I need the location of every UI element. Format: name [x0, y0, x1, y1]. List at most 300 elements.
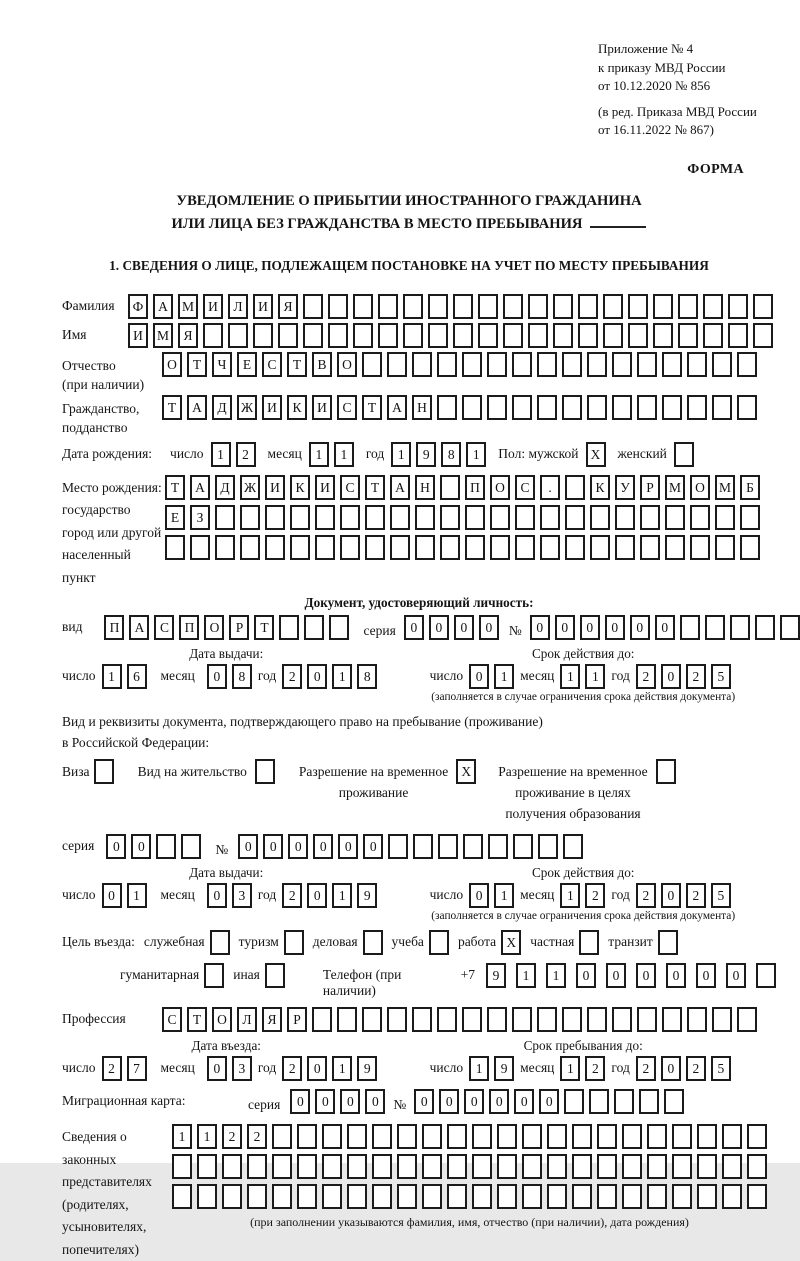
char-cell[interactable]: П — [179, 615, 199, 640]
char-cell[interactable]: 9 — [357, 1056, 377, 1081]
char-cell[interactable]: 8 — [232, 664, 252, 689]
char-cell[interactable] — [553, 294, 573, 319]
char-cell[interactable] — [653, 323, 673, 348]
char-cell[interactable] — [587, 1007, 607, 1032]
char-cell[interactable] — [565, 475, 585, 500]
char-cell[interactable]: Л — [237, 1007, 257, 1032]
char-cell[interactable] — [647, 1184, 667, 1209]
char-cell[interactable] — [687, 395, 707, 420]
char-cell[interactable] — [740, 535, 760, 560]
char-cell[interactable] — [515, 535, 535, 560]
char-cell[interactable] — [472, 1184, 492, 1209]
char-cell[interactable] — [614, 1089, 634, 1114]
char-cell[interactable] — [672, 1124, 692, 1149]
char-cell[interactable] — [587, 352, 607, 377]
char-cell[interactable] — [228, 323, 248, 348]
char-cell[interactable]: 0 — [315, 1089, 335, 1114]
char-cell[interactable] — [672, 1154, 692, 1179]
char-cell[interactable] — [372, 1184, 392, 1209]
char-cell[interactable]: 0 — [340, 1089, 360, 1114]
char-cell[interactable]: 5 — [711, 664, 731, 689]
char-cell[interactable]: А — [153, 294, 173, 319]
char-cell[interactable] — [639, 1089, 659, 1114]
char-cell[interactable] — [755, 615, 775, 640]
char-cell[interactable] — [697, 1184, 717, 1209]
char-cell[interactable]: Т — [287, 352, 307, 377]
char-cell[interactable] — [397, 1184, 417, 1209]
char-cell[interactable] — [447, 1184, 467, 1209]
char-cell[interactable]: 0 — [514, 1089, 534, 1114]
char-cell[interactable]: 1 — [197, 1124, 217, 1149]
char-cell[interactable] — [747, 1154, 767, 1179]
char-cell[interactable]: 1 — [469, 1056, 489, 1081]
char-cell[interactable] — [304, 615, 324, 640]
male-checkbox[interactable]: X — [586, 442, 606, 467]
char-cell[interactable]: 0 — [630, 615, 650, 640]
char-cell[interactable] — [322, 1154, 342, 1179]
char-cell[interactable] — [487, 395, 507, 420]
char-cell[interactable]: Т — [187, 352, 207, 377]
char-cell[interactable] — [365, 535, 385, 560]
char-cell[interactable]: С — [340, 475, 360, 500]
char-cell[interactable]: Б — [740, 475, 760, 500]
char-cell[interactable]: 2 — [236, 442, 256, 467]
char-cell[interactable]: 6 — [127, 664, 147, 689]
char-cell[interactable]: 0 — [661, 883, 681, 908]
char-cell[interactable] — [628, 323, 648, 348]
char-cell[interactable] — [265, 505, 285, 530]
char-cell[interactable] — [487, 1007, 507, 1032]
char-cell[interactable] — [297, 1154, 317, 1179]
char-cell[interactable] — [240, 535, 260, 560]
char-cell[interactable]: М — [153, 323, 173, 348]
char-cell[interactable] — [290, 505, 310, 530]
char-cell[interactable]: 2 — [102, 1056, 122, 1081]
char-cell[interactable]: 0 — [454, 615, 474, 640]
char-cell[interactable]: З — [190, 505, 210, 530]
char-cell[interactable]: 1 — [332, 1056, 352, 1081]
char-cell[interactable]: 1 — [494, 664, 514, 689]
char-cell[interactable] — [222, 1154, 242, 1179]
char-cell[interactable]: 1 — [332, 664, 352, 689]
char-cell[interactable]: С — [154, 615, 174, 640]
char-cell[interactable]: 0 — [207, 1056, 227, 1081]
char-cell[interactable] — [272, 1184, 292, 1209]
char-cell[interactable] — [756, 963, 776, 988]
char-cell[interactable]: Т — [362, 395, 382, 420]
char-cell[interactable] — [487, 352, 507, 377]
char-cell[interactable]: 0 — [555, 615, 575, 640]
char-cell[interactable]: 0 — [263, 834, 283, 859]
char-cell[interactable] — [347, 1184, 367, 1209]
char-cell[interactable]: 0 — [207, 664, 227, 689]
purpose-work-checkbox[interactable]: X — [501, 930, 521, 955]
char-cell[interactable]: А — [387, 395, 407, 420]
char-cell[interactable] — [428, 294, 448, 319]
char-cell[interactable] — [412, 352, 432, 377]
char-cell[interactable]: 7 — [127, 1056, 147, 1081]
char-cell[interactable]: 0 — [363, 834, 383, 859]
char-cell[interactable] — [565, 505, 585, 530]
char-cell[interactable] — [637, 352, 657, 377]
char-cell[interactable] — [462, 352, 482, 377]
char-cell[interactable] — [422, 1154, 442, 1179]
char-cell[interactable] — [362, 1007, 382, 1032]
char-cell[interactable] — [181, 834, 201, 859]
char-cell[interactable] — [597, 1124, 617, 1149]
char-cell[interactable]: О — [162, 352, 182, 377]
char-cell[interactable]: 1 — [516, 963, 536, 988]
char-cell[interactable] — [447, 1154, 467, 1179]
char-cell[interactable] — [462, 1007, 482, 1032]
char-cell[interactable] — [472, 1124, 492, 1149]
char-cell[interactable] — [612, 1007, 632, 1032]
char-cell[interactable] — [403, 323, 423, 348]
char-cell[interactable] — [403, 294, 423, 319]
purpose-business-checkbox[interactable] — [363, 930, 383, 955]
char-cell[interactable]: 9 — [494, 1056, 514, 1081]
char-cell[interactable] — [647, 1154, 667, 1179]
char-cell[interactable]: 1 — [332, 883, 352, 908]
char-cell[interactable] — [563, 834, 583, 859]
char-cell[interactable] — [315, 505, 335, 530]
char-cell[interactable]: 0 — [606, 963, 626, 988]
char-cell[interactable]: 0 — [479, 615, 499, 640]
char-cell[interactable] — [722, 1124, 742, 1149]
char-cell[interactable]: Т — [162, 395, 182, 420]
char-cell[interactable]: 1 — [560, 664, 580, 689]
char-cell[interactable] — [690, 505, 710, 530]
char-cell[interactable]: 2 — [636, 883, 656, 908]
char-cell[interactable]: 0 — [131, 834, 151, 859]
char-cell[interactable]: 1 — [334, 442, 354, 467]
char-cell[interactable] — [390, 505, 410, 530]
char-cell[interactable]: 0 — [307, 883, 327, 908]
char-cell[interactable] — [730, 615, 750, 640]
char-cell[interactable]: 9 — [357, 883, 377, 908]
char-cell[interactable]: 2 — [247, 1124, 267, 1149]
char-cell[interactable]: О — [690, 475, 710, 500]
char-cell[interactable]: 0 — [464, 1089, 484, 1114]
char-cell[interactable] — [315, 535, 335, 560]
char-cell[interactable] — [564, 1089, 584, 1114]
char-cell[interactable] — [290, 535, 310, 560]
char-cell[interactable] — [637, 395, 657, 420]
char-cell[interactable] — [172, 1184, 192, 1209]
char-cell[interactable] — [753, 323, 773, 348]
char-cell[interactable] — [279, 615, 299, 640]
char-cell[interactable] — [715, 535, 735, 560]
char-cell[interactable]: П — [104, 615, 124, 640]
char-cell[interactable] — [553, 323, 573, 348]
char-cell[interactable]: Я — [278, 294, 298, 319]
char-cell[interactable]: О — [490, 475, 510, 500]
char-cell[interactable] — [547, 1184, 567, 1209]
char-cell[interactable]: К — [590, 475, 610, 500]
char-cell[interactable] — [388, 834, 408, 859]
char-cell[interactable]: 0 — [655, 615, 675, 640]
char-cell[interactable]: 2 — [282, 1056, 302, 1081]
char-cell[interactable]: 1 — [494, 883, 514, 908]
char-cell[interactable] — [547, 1154, 567, 1179]
char-cell[interactable] — [665, 535, 685, 560]
char-cell[interactable] — [578, 323, 598, 348]
char-cell[interactable]: А — [187, 395, 207, 420]
char-cell[interactable] — [272, 1154, 292, 1179]
char-cell[interactable] — [589, 1089, 609, 1114]
char-cell[interactable] — [665, 505, 685, 530]
char-cell[interactable]: 0 — [666, 963, 686, 988]
char-cell[interactable]: А — [190, 475, 210, 500]
char-cell[interactable]: А — [129, 615, 149, 640]
char-cell[interactable]: 0 — [469, 664, 489, 689]
char-cell[interactable] — [440, 505, 460, 530]
char-cell[interactable]: 0 — [661, 664, 681, 689]
char-cell[interactable] — [603, 323, 623, 348]
char-cell[interactable] — [597, 1154, 617, 1179]
char-cell[interactable] — [247, 1154, 267, 1179]
char-cell[interactable] — [512, 395, 532, 420]
char-cell[interactable]: 0 — [207, 883, 227, 908]
char-cell[interactable] — [612, 352, 632, 377]
char-cell[interactable] — [747, 1184, 767, 1209]
char-cell[interactable] — [572, 1154, 592, 1179]
char-cell[interactable] — [490, 505, 510, 530]
char-cell[interactable] — [215, 505, 235, 530]
char-cell[interactable] — [712, 395, 732, 420]
char-cell[interactable]: М — [715, 475, 735, 500]
char-cell[interactable]: Я — [178, 323, 198, 348]
char-cell[interactable] — [340, 505, 360, 530]
char-cell[interactable] — [372, 1124, 392, 1149]
char-cell[interactable] — [488, 834, 508, 859]
purpose-humanitarian-checkbox[interactable] — [204, 963, 224, 988]
char-cell[interactable] — [590, 535, 610, 560]
char-cell[interactable]: Т — [365, 475, 385, 500]
char-cell[interactable] — [347, 1124, 367, 1149]
char-cell[interactable]: О — [212, 1007, 232, 1032]
residence-permit-checkbox[interactable] — [255, 759, 275, 784]
char-cell[interactable] — [303, 294, 323, 319]
char-cell[interactable]: Т — [254, 615, 274, 640]
char-cell[interactable]: 0 — [726, 963, 746, 988]
char-cell[interactable] — [440, 535, 460, 560]
char-cell[interactable] — [572, 1184, 592, 1209]
char-cell[interactable] — [165, 535, 185, 560]
char-cell[interactable] — [497, 1124, 517, 1149]
char-cell[interactable] — [413, 834, 433, 859]
char-cell[interactable]: 1 — [127, 883, 147, 908]
char-cell[interactable] — [590, 505, 610, 530]
char-cell[interactable]: 0 — [307, 1056, 327, 1081]
char-cell[interactable] — [562, 395, 582, 420]
char-cell[interactable]: 0 — [469, 883, 489, 908]
char-cell[interactable]: 0 — [338, 834, 358, 859]
char-cell[interactable]: 0 — [605, 615, 625, 640]
char-cell[interactable] — [703, 294, 723, 319]
char-cell[interactable] — [737, 395, 757, 420]
char-cell[interactable] — [697, 1124, 717, 1149]
char-cell[interactable] — [615, 535, 635, 560]
char-cell[interactable] — [597, 1184, 617, 1209]
char-cell[interactable] — [422, 1184, 442, 1209]
char-cell[interactable]: 1 — [391, 442, 411, 467]
char-cell[interactable] — [340, 535, 360, 560]
char-cell[interactable] — [337, 1007, 357, 1032]
char-cell[interactable] — [372, 1154, 392, 1179]
char-cell[interactable] — [378, 294, 398, 319]
temp-residence-checkbox[interactable]: X — [456, 759, 476, 784]
char-cell[interactable] — [715, 505, 735, 530]
char-cell[interactable]: С — [262, 352, 282, 377]
char-cell[interactable]: 0 — [365, 1089, 385, 1114]
char-cell[interactable]: 0 — [636, 963, 656, 988]
char-cell[interactable]: 0 — [313, 834, 333, 859]
char-cell[interactable]: Н — [412, 395, 432, 420]
char-cell[interactable]: 8 — [357, 664, 377, 689]
char-cell[interactable] — [440, 475, 460, 500]
char-cell[interactable] — [603, 294, 623, 319]
char-cell[interactable] — [197, 1184, 217, 1209]
char-cell[interactable]: Е — [165, 505, 185, 530]
char-cell[interactable] — [664, 1089, 684, 1114]
char-cell[interactable] — [672, 1184, 692, 1209]
char-cell[interactable]: 2 — [636, 664, 656, 689]
char-cell[interactable] — [347, 1154, 367, 1179]
char-cell[interactable]: П — [465, 475, 485, 500]
char-cell[interactable]: 5 — [711, 883, 731, 908]
char-cell[interactable] — [437, 352, 457, 377]
char-cell[interactable] — [328, 294, 348, 319]
char-cell[interactable] — [562, 1007, 582, 1032]
char-cell[interactable]: С — [337, 395, 357, 420]
char-cell[interactable]: 2 — [282, 664, 302, 689]
char-cell[interactable]: И — [262, 395, 282, 420]
female-checkbox[interactable] — [674, 442, 694, 467]
char-cell[interactable] — [622, 1184, 642, 1209]
purpose-tourism-checkbox[interactable] — [284, 930, 304, 955]
char-cell[interactable]: Я — [262, 1007, 282, 1032]
char-cell[interactable]: 0 — [539, 1089, 559, 1114]
char-cell[interactable] — [322, 1124, 342, 1149]
char-cell[interactable]: Е — [237, 352, 257, 377]
char-cell[interactable] — [697, 1154, 717, 1179]
char-cell[interactable] — [637, 1007, 657, 1032]
char-cell[interactable] — [156, 834, 176, 859]
char-cell[interactable]: С — [162, 1007, 182, 1032]
char-cell[interactable]: 1 — [309, 442, 329, 467]
char-cell[interactable] — [465, 505, 485, 530]
char-cell[interactable] — [512, 1007, 532, 1032]
char-cell[interactable]: 3 — [232, 883, 252, 908]
char-cell[interactable] — [640, 505, 660, 530]
char-cell[interactable] — [622, 1154, 642, 1179]
char-cell[interactable] — [562, 352, 582, 377]
char-cell[interactable] — [722, 1154, 742, 1179]
char-cell[interactable] — [703, 323, 723, 348]
char-cell[interactable] — [615, 505, 635, 530]
char-cell[interactable]: 0 — [576, 963, 596, 988]
char-cell[interactable] — [203, 323, 223, 348]
char-cell[interactable]: Ф — [128, 294, 148, 319]
char-cell[interactable] — [747, 1124, 767, 1149]
char-cell[interactable] — [528, 294, 548, 319]
char-cell[interactable] — [472, 1154, 492, 1179]
char-cell[interactable] — [453, 294, 473, 319]
char-cell[interactable] — [278, 323, 298, 348]
char-cell[interactable]: 0 — [580, 615, 600, 640]
char-cell[interactable] — [728, 323, 748, 348]
char-cell[interactable] — [540, 505, 560, 530]
char-cell[interactable] — [515, 505, 535, 530]
char-cell[interactable]: М — [665, 475, 685, 500]
char-cell[interactable]: Т — [187, 1007, 207, 1032]
char-cell[interactable]: Р — [229, 615, 249, 640]
char-cell[interactable] — [537, 352, 557, 377]
char-cell[interactable] — [415, 505, 435, 530]
char-cell[interactable]: 0 — [106, 834, 126, 859]
char-cell[interactable]: 3 — [232, 1056, 252, 1081]
char-cell[interactable] — [640, 535, 660, 560]
char-cell[interactable]: 5 — [711, 1056, 731, 1081]
char-cell[interactable] — [462, 395, 482, 420]
char-cell[interactable]: 0 — [489, 1089, 509, 1114]
char-cell[interactable] — [538, 834, 558, 859]
char-cell[interactable] — [565, 535, 585, 560]
char-cell[interactable] — [172, 1154, 192, 1179]
char-cell[interactable]: 2 — [585, 1056, 605, 1081]
char-cell[interactable]: 2 — [585, 883, 605, 908]
char-cell[interactable]: А — [390, 475, 410, 500]
char-cell[interactable] — [503, 294, 523, 319]
char-cell[interactable] — [240, 505, 260, 530]
char-cell[interactable]: Т — [165, 475, 185, 500]
char-cell[interactable]: В — [312, 352, 332, 377]
char-cell[interactable] — [737, 1007, 757, 1032]
char-cell[interactable] — [397, 1154, 417, 1179]
char-cell[interactable] — [322, 1184, 342, 1209]
char-cell[interactable]: 2 — [686, 664, 706, 689]
char-cell[interactable]: Л — [228, 294, 248, 319]
char-cell[interactable] — [253, 323, 273, 348]
char-cell[interactable] — [415, 535, 435, 560]
char-cell[interactable] — [272, 1124, 292, 1149]
char-cell[interactable] — [587, 395, 607, 420]
char-cell[interactable]: 0 — [439, 1089, 459, 1114]
char-cell[interactable] — [329, 615, 349, 640]
char-cell[interactable]: 2 — [686, 1056, 706, 1081]
char-cell[interactable] — [662, 1007, 682, 1032]
char-cell[interactable]: И — [265, 475, 285, 500]
purpose-transit-checkbox[interactable] — [658, 930, 678, 955]
char-cell[interactable]: 2 — [222, 1124, 242, 1149]
char-cell[interactable] — [522, 1154, 542, 1179]
char-cell[interactable]: 9 — [486, 963, 506, 988]
char-cell[interactable]: 0 — [429, 615, 449, 640]
char-cell[interactable] — [387, 352, 407, 377]
char-cell[interactable]: И — [312, 395, 332, 420]
char-cell[interactable] — [628, 294, 648, 319]
char-cell[interactable]: О — [337, 352, 357, 377]
char-cell[interactable]: Ж — [237, 395, 257, 420]
char-cell[interactable] — [497, 1184, 517, 1209]
char-cell[interactable] — [662, 395, 682, 420]
char-cell[interactable] — [215, 535, 235, 560]
char-cell[interactable] — [537, 395, 557, 420]
char-cell[interactable] — [572, 1124, 592, 1149]
char-cell[interactable] — [190, 535, 210, 560]
char-cell[interactable]: К — [290, 475, 310, 500]
